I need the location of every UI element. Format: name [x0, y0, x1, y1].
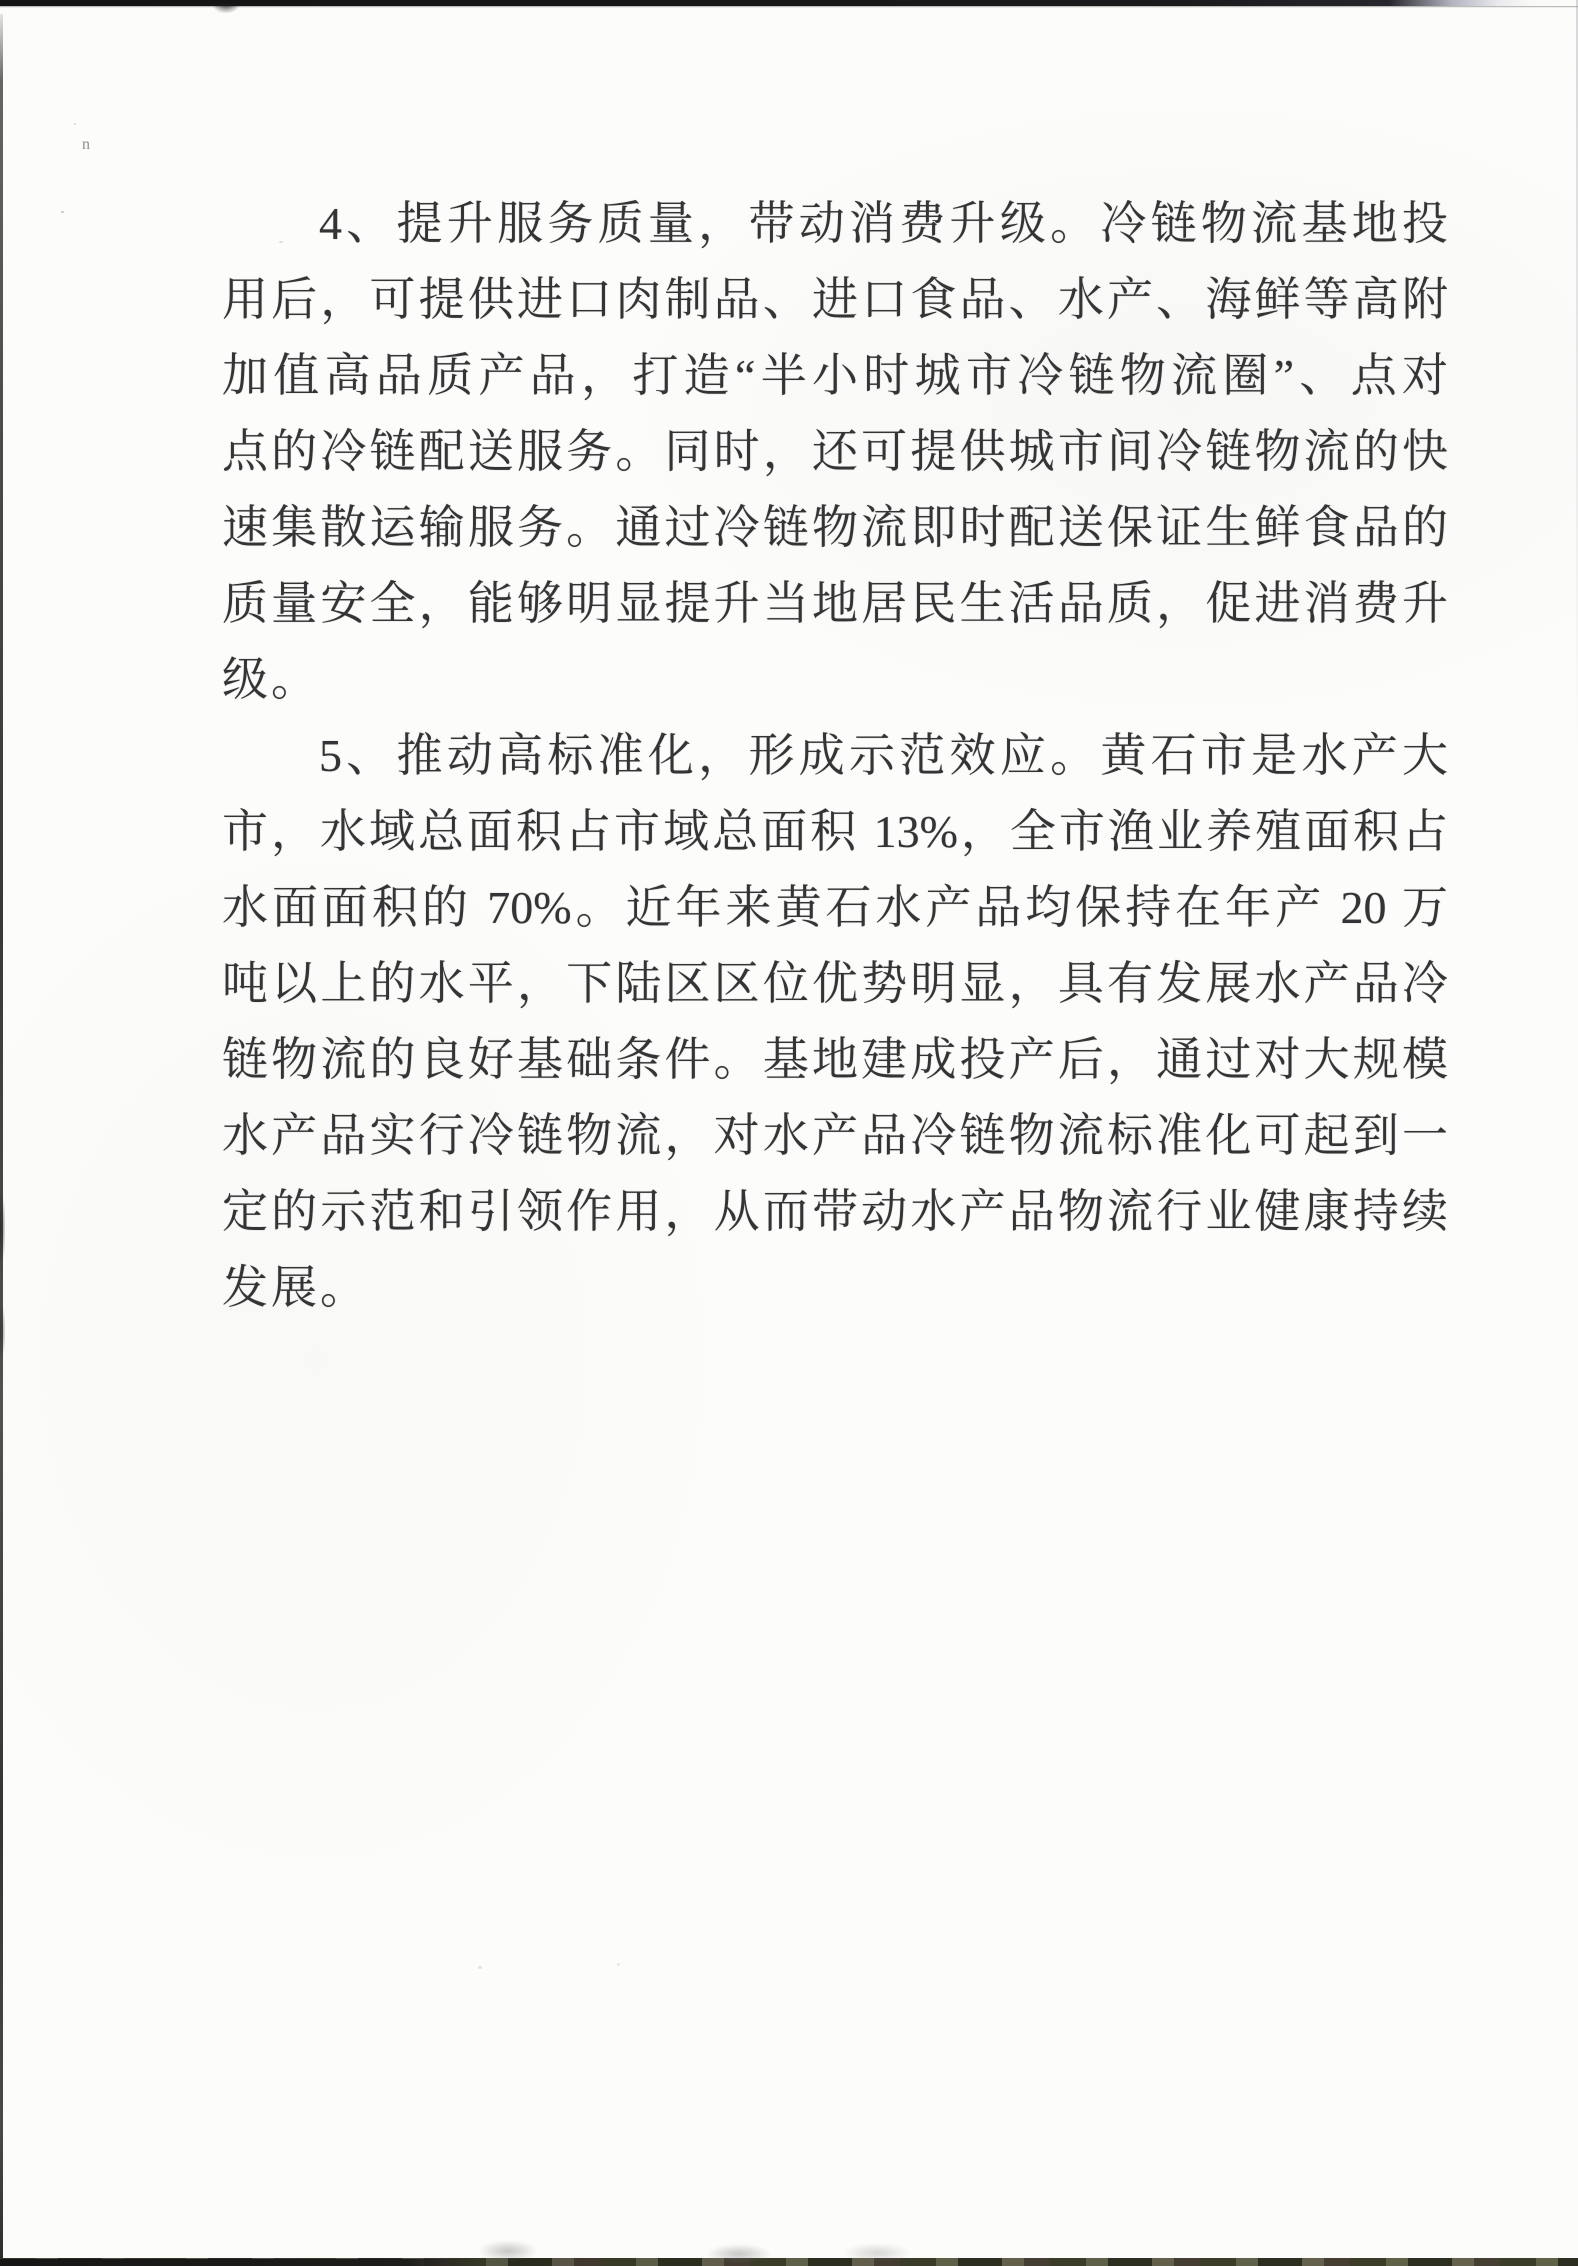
- text-line: 链物流的良好基础条件。基地建成投产后，通过对大规模: [222, 1034, 1448, 1085]
- text-line: 质量安全，能够明显提升当地居民生活品质，促进消费升: [222, 578, 1448, 629]
- scan-edge-top-blob: [212, 3, 240, 13]
- text-line: 5、推动高标准化，形成示范效应。黄石市是水产大: [319, 730, 1448, 781]
- scan-edge-left: [0, 14, 3, 2266]
- paragraph: [222, 186, 1448, 718]
- text-line: 级。: [222, 654, 320, 705]
- document-body: [222, 186, 1448, 1326]
- paragraph: [222, 718, 1448, 1326]
- text-line: 速集散运输服务。通过冷链物流即时配送保证生鲜食品的: [222, 502, 1448, 553]
- scan-noise-mark: n: [82, 136, 90, 153]
- text-line: 市，水域总面积占市域总面积 13%，全市渔业养殖面积占: [222, 806, 1448, 857]
- scan-smudge: [706, 2244, 772, 2264]
- scan-edge-left-blob: [0, 1195, 5, 1261]
- scan-smudge: [478, 2240, 538, 2262]
- text-line: 发展。: [222, 1262, 369, 1313]
- scan-speck: [478, 1966, 482, 1969]
- text-line: 水产品实行冷链物流，对水产品冷链物流标准化可起到一: [222, 1110, 1448, 1161]
- text-line: 吨以上的水平，下陆区区位优势明显，具有发展水产品冷: [222, 958, 1448, 1009]
- scan-smudge: [842, 2243, 912, 2263]
- text-line: 用后，可提供进口肉制品、进口食品、水产、海鲜等高附: [222, 274, 1448, 325]
- scan-speck: [61, 211, 64, 213]
- text-line: 水面面积的 70%。近年来黄石水产品均保持在年产 20 万: [222, 882, 1448, 933]
- text-line: 定的示范和引领作用，从而带动水产品物流行业健康持续: [222, 1186, 1448, 1237]
- scan-edge-left-blob: [0, 1306, 5, 1356]
- text-line: 点的冷链配送服务。同时，还可提供城市间冷链物流的快: [222, 426, 1448, 477]
- scan-edge-bottom-solid: [0, 2259, 480, 2266]
- text-line: 加值高品质产品，打造“半小时城市冷链物流圈”、点对: [222, 350, 1448, 401]
- scan-speck: [617, 1963, 620, 1966]
- text-line: 4、提升服务质量，带动消费升级。冷链物流基地投: [319, 198, 1448, 249]
- scan-speck: [74, 123, 76, 125]
